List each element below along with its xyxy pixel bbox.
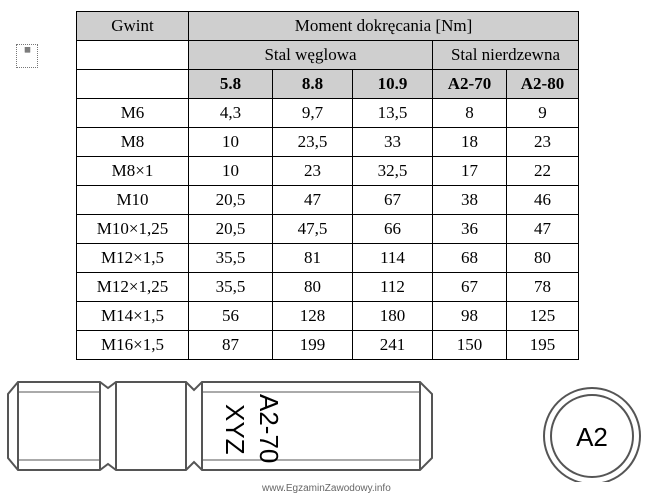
value-cell: 150 xyxy=(433,331,507,360)
value-cell: 56 xyxy=(189,302,273,331)
bolt-marking-a2-70: A2-70 xyxy=(254,394,284,464)
value-cell: 20,5 xyxy=(189,186,273,215)
thread-cell: M10 xyxy=(77,186,189,215)
value-cell: 23 xyxy=(273,157,353,186)
value-cell: 35,5 xyxy=(189,244,273,273)
table-row xyxy=(77,99,579,128)
thread-cell: M12×1,5 xyxy=(77,244,189,273)
value-cell: 47 xyxy=(507,215,579,244)
thread-cell: M6 xyxy=(77,99,189,128)
torque-table xyxy=(76,11,579,360)
value-cell: 81 xyxy=(273,244,353,273)
table-row xyxy=(77,128,579,157)
grade-cell: A2-70 xyxy=(433,70,507,99)
value-cell: 68 xyxy=(433,244,507,273)
value-cell: 10 xyxy=(189,128,273,157)
value-cell: 80 xyxy=(273,273,353,302)
table-row xyxy=(77,157,579,186)
value-cell: 128 xyxy=(273,302,353,331)
value-cell: 67 xyxy=(353,186,433,215)
value-cell: 9,7 xyxy=(273,99,353,128)
table-row xyxy=(77,244,579,273)
table-row xyxy=(77,186,579,215)
value-cell: 114 xyxy=(353,244,433,273)
value-cell: 20,5 xyxy=(189,215,273,244)
value-cell: 180 xyxy=(353,302,433,331)
empty-cell xyxy=(77,70,189,99)
value-cell: 98 xyxy=(433,302,507,331)
value-cell: 10 xyxy=(189,157,273,186)
value-cell: 33 xyxy=(353,128,433,157)
header-thread: Gwint xyxy=(77,12,189,41)
table-row xyxy=(77,331,579,360)
value-cell: 125 xyxy=(507,302,579,331)
value-cell: 13,5 xyxy=(353,99,433,128)
egzamin-info-logo: ▦ xyxy=(16,44,38,68)
grade-cell: 10.9 xyxy=(353,70,433,99)
grade-cell: 8.8 xyxy=(273,70,353,99)
thread-cell: M10×1,25 xyxy=(77,215,189,244)
value-cell: 66 xyxy=(353,215,433,244)
value-cell: 78 xyxy=(507,273,579,302)
thread-cell: M14×1,5 xyxy=(77,302,189,331)
value-cell: 46 xyxy=(507,186,579,215)
value-cell: 199 xyxy=(273,331,353,360)
value-cell: 67 xyxy=(433,273,507,302)
group-stainless-steel: Stal nierdzewna xyxy=(433,41,579,70)
bolt-marking-xyz: XYZ xyxy=(220,404,250,455)
table-row xyxy=(77,273,579,302)
thread-cell: M12×1,25 xyxy=(77,273,189,302)
empty-cell xyxy=(77,41,189,70)
bolt-side-view xyxy=(8,382,432,470)
header-torque: Moment dokręcania [Nm] xyxy=(189,12,579,41)
value-cell: 18 xyxy=(433,128,507,157)
value-cell: 195 xyxy=(507,331,579,360)
table-header-row xyxy=(77,12,579,41)
grade-cell: 5.8 xyxy=(189,70,273,99)
bolt-head-view xyxy=(544,388,640,482)
bolt-drawing xyxy=(0,370,654,482)
value-cell: 112 xyxy=(353,273,433,302)
thread-cell: M16×1,5 xyxy=(77,331,189,360)
value-cell: 36 xyxy=(433,215,507,244)
table-grade-row xyxy=(77,70,579,99)
value-cell: 47,5 xyxy=(273,215,353,244)
value-cell: 47 xyxy=(273,186,353,215)
value-cell: 23,5 xyxy=(273,128,353,157)
value-cell: 9 xyxy=(507,99,579,128)
value-cell: 241 xyxy=(353,331,433,360)
table-row xyxy=(77,302,579,331)
value-cell: 4,3 xyxy=(189,99,273,128)
table-row xyxy=(77,215,579,244)
value-cell: 8 xyxy=(433,99,507,128)
thread-cell: M8 xyxy=(77,128,189,157)
grade-cell: A2-80 xyxy=(507,70,579,99)
value-cell: 38 xyxy=(433,186,507,215)
group-carbon-steel: Stal węglowa xyxy=(189,41,433,70)
value-cell: 17 xyxy=(433,157,507,186)
table-group-row xyxy=(77,41,579,70)
thread-cell: M8×1 xyxy=(77,157,189,186)
value-cell: 87 xyxy=(189,331,273,360)
value-cell: 80 xyxy=(507,244,579,273)
value-cell: 23 xyxy=(507,128,579,157)
value-cell: 22 xyxy=(507,157,579,186)
value-cell: 35,5 xyxy=(189,273,273,302)
value-cell: 32,5 xyxy=(353,157,433,186)
source-watermark: www.EgzaminZawodowy.info xyxy=(262,483,391,494)
head-marking-a2: A2 xyxy=(576,422,608,452)
